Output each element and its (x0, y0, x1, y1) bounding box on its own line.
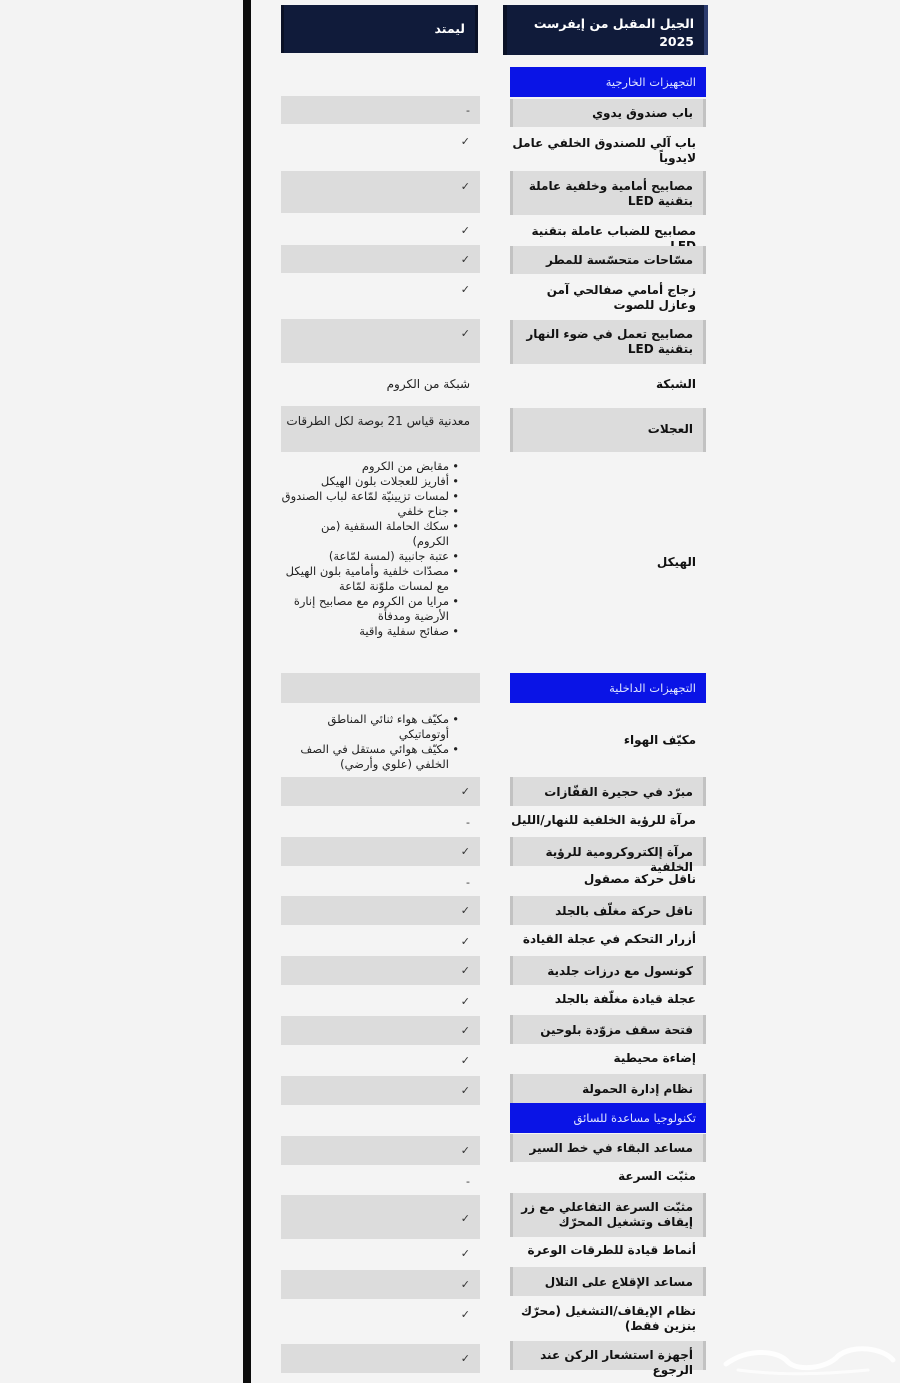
row-value: ✓ (460, 995, 470, 1008)
list-item: • مرايا من الكروم مع مصابيح إنارة الأرضية ومدفأة (281, 594, 459, 624)
row-value: ✓ (460, 1247, 470, 1260)
row-label: مصابيح تعمل في ضوء النهار بتقنية LED (510, 320, 706, 364)
row-label: باب آلي للصندوق الخلفي عامل لايدوياً (512, 136, 696, 165)
row-value: ✓ (281, 896, 480, 925)
list-item: • جناح خلفي (281, 504, 459, 519)
row-value: ✓ (460, 135, 470, 148)
row-value: ✓ (281, 1344, 480, 1373)
row-label: كونسول مع درزات جلدية (510, 956, 706, 985)
row-label: أنماط قيادة للطرقات الوعرة (527, 1243, 696, 1257)
row-label: فتحة سقف مزوّدة بلوحين (510, 1015, 706, 1044)
row-label: أجهزة استشعار الركن عند الرجوع (510, 1341, 706, 1370)
list-item: • مصدّات خلفية وأمامية بلون الهيكل مع لمسات ملوّنة لمّاعة (281, 564, 459, 594)
row-value: ✓ (460, 224, 470, 237)
row-label: مبرّد في حجيرة القفّازات (510, 777, 706, 806)
left-border-rule (243, 0, 251, 1383)
body-features-list (281, 459, 471, 639)
row-value: ✓ (460, 1054, 470, 1067)
row-value: - (281, 96, 480, 124)
ac-features-list (281, 712, 471, 772)
list-item: • لمسات تزيينيّة لمّاعة لباب الصندوق (281, 489, 459, 504)
row-value: ✓ (281, 1195, 480, 1239)
row-value: - (466, 816, 470, 829)
list-item: • سكك الحاملة السقفية (من الكروم) (281, 519, 459, 549)
row-value: معدنية قياس 21 بوصة لكل الطرقات (281, 406, 480, 452)
model-header: الجيل المقبل من إيفرست 2025 (503, 5, 708, 55)
row-label: باب صندوق يدوي (510, 99, 706, 127)
row-label: الهيكل (656, 555, 696, 569)
row-value: ✓ (281, 956, 480, 985)
list-item: • عتبة جانبية (لمسة لمّاعة) (281, 549, 459, 564)
row-label: مثبّت السرعة التفاعلي مع زر إيقاف وتشغيل المحرّك (510, 1193, 706, 1237)
row-label: مسّاحات متحسّسة للمطر (510, 246, 706, 274)
row-value: ✓ (281, 171, 480, 213)
row-label: زجاج أمامي صفالحي آمن وعازل للصوت (546, 283, 696, 312)
row-value: ✓ (281, 1136, 480, 1165)
row-label: نظام إدارة الحمولة (510, 1074, 706, 1103)
row-value: ✓ (281, 1270, 480, 1299)
list-item: • صفائح سفلية واقية (281, 624, 459, 639)
list-item: • أفاريز للعجلات بلون الهيكل (281, 474, 459, 489)
row-label: أزرار التحكم في عجلة القيادة (522, 932, 696, 946)
row-value: ✓ (281, 777, 480, 806)
row-label: عجلة قيادة مغلّفة بالجلد (554, 992, 696, 1006)
section-driver-assist: تكنولوجيا مساعدة للسائق (510, 1103, 706, 1133)
row-label: العجلات (510, 408, 706, 452)
row-value: ✓ (460, 935, 470, 948)
list-item: • مقابض من الكروم (281, 459, 459, 474)
row-label: مثبّت السرعة (618, 1169, 696, 1183)
row-value: ✓ (460, 1308, 470, 1321)
section-exterior: التجهيزات الخارجية (510, 67, 706, 97)
list-item: • مكيّف هواء ثنائي المناطق أوتوماتيكي (281, 712, 459, 742)
row-value: ✓ (281, 1076, 480, 1105)
row-value: ✓ (281, 245, 480, 273)
list-item: • مكيّف هوائي مستقل في الصف الخلفي (علوي وأرضي) (281, 742, 459, 772)
row-label: إضاءة محيطية (613, 1051, 696, 1065)
row-label: مرآة إلكتروكرومية للرؤية الخلفية (510, 837, 706, 866)
row-label: مكيّف الهواء (623, 733, 696, 747)
row-value: ✓ (460, 283, 470, 296)
row-label: مساعد الإقلاع على التلال (510, 1267, 706, 1296)
trim-header: ليمتد (281, 5, 478, 53)
section-interior: التجهيزات الداخلية (510, 673, 706, 703)
haraj-watermark-logo (718, 1338, 898, 1378)
row-label: مرآة للرؤية الخلفية للنهار/الليل (511, 813, 696, 827)
row-value: ✓ (281, 1016, 480, 1045)
row-value: - (466, 1175, 470, 1188)
row-label: مصابيح أمامية وخلفية عاملة بتقنية LED (510, 171, 706, 215)
row-label: ناقل حركة مغلّف بالجلد (510, 896, 706, 925)
row-value: ✓ (281, 319, 480, 363)
row-label: مصابيح للضباب عاملة بتقنية (531, 224, 696, 238)
row-label: ناقل حركة مصقول (583, 872, 696, 886)
section-spacer (281, 673, 480, 703)
row-value: ✓ (281, 837, 480, 866)
row-label: نظام الإيقاف/التشغيل (محرّك بنزين فقط) (520, 1304, 696, 1333)
row-label: الشبكة (656, 377, 696, 391)
row-value: - (466, 876, 470, 889)
row-label: مساعد البقاء في خط السير (510, 1134, 706, 1162)
row-value: شبكة من الكروم (386, 377, 470, 391)
